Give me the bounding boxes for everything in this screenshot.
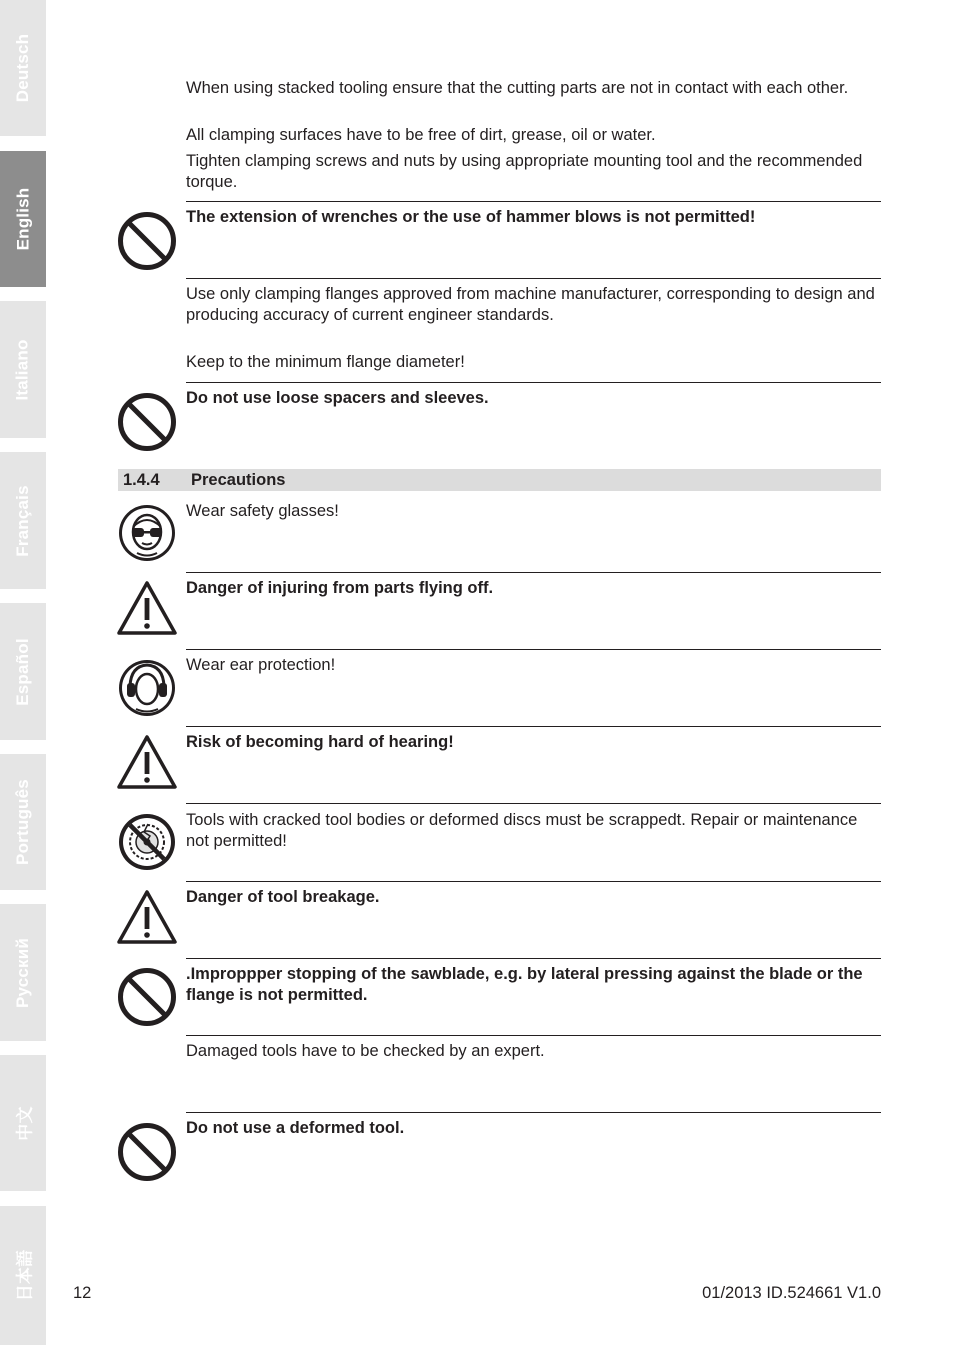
prohibition-icon	[117, 967, 177, 1027]
precaution-text: Damaged tools have to be checked by an expert.	[186, 1042, 545, 1060]
language-tab-label: English	[13, 187, 33, 251]
divider	[186, 881, 881, 882]
warning-icon	[117, 888, 177, 948]
intro-paragraph: Tighten clamping screws and nuts by using appropriate mounting tool and the recommended torque.	[186, 152, 863, 191]
warning-icon	[117, 733, 177, 793]
divider	[186, 1112, 881, 1113]
precaution-text: Danger of tool breakage.	[186, 888, 380, 906]
precaution-text: Danger of injuring from parts flying off.	[186, 579, 494, 597]
precaution-text: Tools with cracked tool bodies or deformed discs must be scrappedt. Repair or maintenance not permitted!	[186, 811, 858, 850]
notice-text: Use only clamping flanges approved from machine manufacturer, corresponding to design and producing accuracy of current engineer standards.	[186, 285, 875, 324]
warning-icon	[117, 579, 177, 639]
language-tab-label: 日本語	[15, 1249, 35, 1302]
safety-glasses-icon	[117, 503, 177, 563]
language-tab-italiano[interactable]	[0, 301, 46, 438]
divider	[186, 803, 881, 804]
language-tab-portugues[interactable]	[0, 754, 46, 890]
language-tab-label: Deutsch	[13, 33, 33, 103]
precaution-text: Risk of becoming hard of hearing!	[186, 733, 454, 751]
section-title: Precautions	[191, 471, 286, 489]
notice-text: Keep to the minimum flange diameter!	[186, 353, 465, 371]
divider	[186, 278, 881, 279]
divider	[186, 649, 881, 650]
language-tab-japanese[interactable]	[0, 1206, 46, 1345]
document-id: 01/2013 ID.524661 V1.0	[702, 1284, 881, 1302]
language-tab-label: Français	[13, 484, 32, 557]
ear-protection-icon	[117, 658, 177, 718]
language-tab-chinese[interactable]	[0, 1055, 46, 1191]
prohibition-icon	[117, 1122, 177, 1182]
notice-text: Do not use loose spacers and sleeves.	[186, 389, 489, 407]
precaution-text: Do not use a deformed tool.	[186, 1119, 405, 1137]
language-tab-russian[interactable]	[0, 904, 46, 1041]
language-tab-espanol[interactable]	[0, 603, 46, 740]
language-tab-francais[interactable]	[0, 452, 46, 589]
section-number: 1.4.4	[123, 471, 160, 489]
precaution-text: Wear ear protection!	[186, 656, 336, 674]
precaution-text: .Improppper stopping of the sawblade, e.g. by lateral pressing against the blade or the flange is not permitted.	[186, 965, 863, 1004]
language-tab-deutsch[interactable]	[0, 0, 46, 136]
language-tab-label: Español	[13, 637, 32, 706]
divider	[186, 201, 881, 202]
no-damaged-saw-blade-icon	[117, 812, 177, 872]
language-tab-label: Português	[13, 779, 32, 865]
divider	[186, 1035, 881, 1036]
prohibition-icon	[117, 392, 177, 452]
divider	[186, 382, 881, 383]
divider	[186, 572, 881, 573]
precaution-text: Wear safety glasses!	[186, 502, 339, 520]
notice-text: The extension of wrenches or the use of hammer blows is not permitted!	[186, 208, 756, 226]
divider	[186, 726, 881, 727]
page-number: 12	[73, 1284, 92, 1302]
language-tab-label: Русский	[13, 937, 32, 1008]
prohibition-icon	[117, 211, 177, 271]
intro-paragraph: When using stacked tooling ensure that the cutting parts are not in contact with each other.	[186, 79, 849, 97]
divider	[186, 958, 881, 959]
intro-paragraph: All clamping surfaces have to be free of dirt, grease, oil or water.	[186, 126, 656, 144]
language-tab-english[interactable]	[0, 151, 46, 287]
section-header	[118, 469, 881, 491]
language-tab-label: 中文	[15, 1105, 35, 1141]
language-tab-label: Italiano	[13, 338, 33, 401]
